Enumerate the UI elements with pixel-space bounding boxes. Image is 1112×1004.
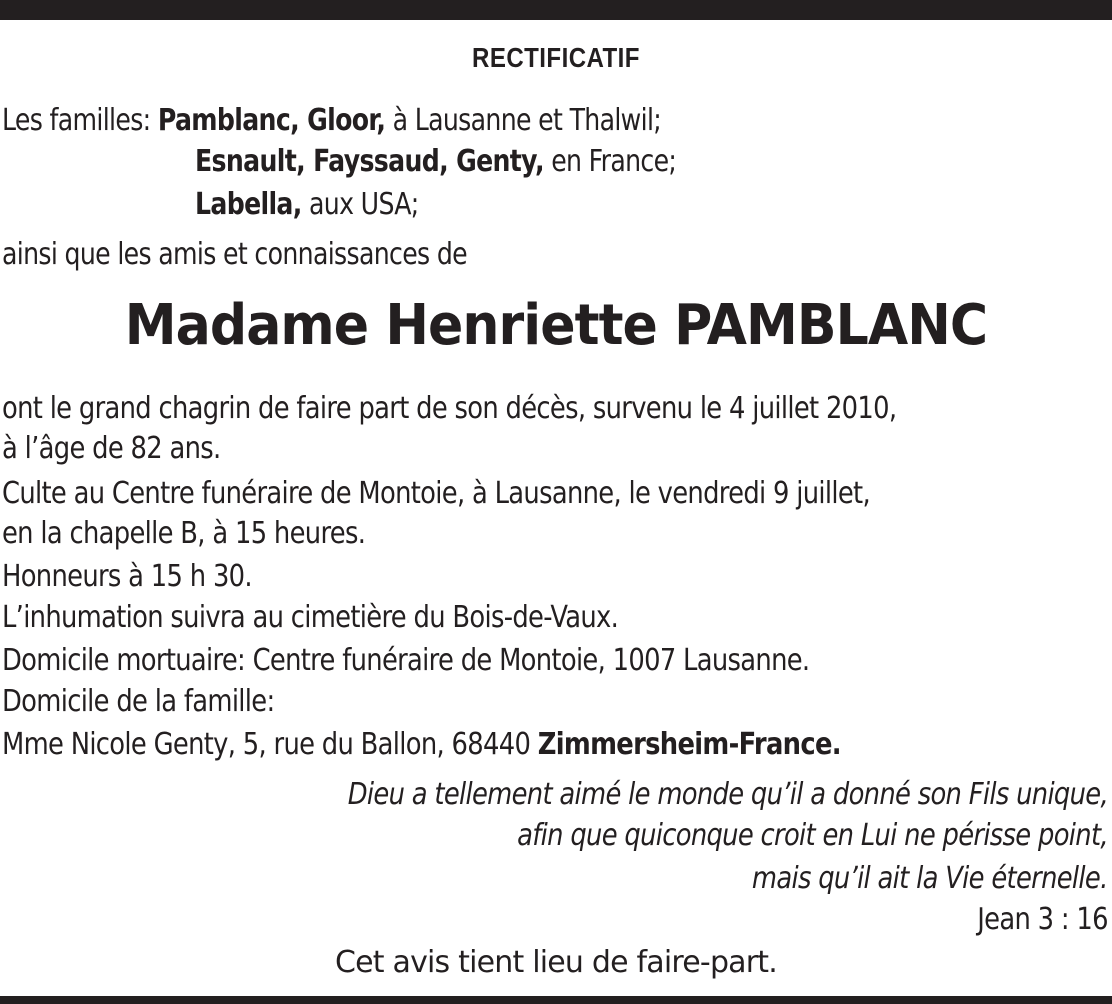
body-line-8: Domicile de la famille: [2,684,275,719]
families-line-2 [195,143,676,181]
body-line-9 [2,726,841,764]
families-intro: Les familles: [2,103,151,138]
verse-line-3: mais qu’il ait la Vie éternelle. [752,861,1108,896]
family-address: Mme Nicole Genty, 5, rue du Ballon, 68440 [2,727,538,762]
family-names: Esnault, Fayssaud, Genty, [195,144,544,179]
body-line-5: Honneurs à 15 h 30. [2,559,252,594]
body-line-3: Culte au Centre funéraire de Montoie, à Lausanne, le vendredi 9 juillet, [2,476,870,511]
family-names: Labella, [195,187,302,222]
friends-line: ainsi que les amis et connaissances de [2,237,468,272]
body-line-1: ont le grand chagrin de faire part de son décès, survenu le 4 juillet 2010, [2,391,897,426]
family-place: à Lausanne et Thalwil; [385,103,662,138]
body-line-4: en la chapelle B, à 15 heures. [2,516,366,551]
verse-reference: Jean 3 : 16 [977,902,1108,937]
family-place: en France; [543,144,677,179]
family-place: aux USA; [301,187,419,222]
body-line-6: L’inhumation suivra au cimetière du Bois-de-Vaux. [2,600,619,635]
families-line-3 [195,186,419,224]
verse-line-2: afin que quiconque croit en Lui ne périsse point, [517,818,1108,853]
verse-line-1: Dieu a tellement aimé le monde qu’il a donné son Fils unique, [347,777,1108,812]
family-city: Zimmersheim-France. [537,727,841,762]
top-rule [0,0,1112,20]
body-line-2: à l’âge de 82 ans. [2,431,221,466]
families-line-1 [2,102,661,140]
deceased-name: Madame Henriette PAMBLANC [124,293,988,358]
bottom-rule [0,996,1112,1004]
body-line-7: Domicile mortuaire: Centre funéraire de Montoie, 1007 Lausanne. [2,643,810,678]
footer-note: Cet avis tient lieu de faire-part. [334,945,778,980]
notice-heading: RECTIFICATIF [472,42,640,73]
family-names: Pamblanc, Gloor, [157,103,386,138]
